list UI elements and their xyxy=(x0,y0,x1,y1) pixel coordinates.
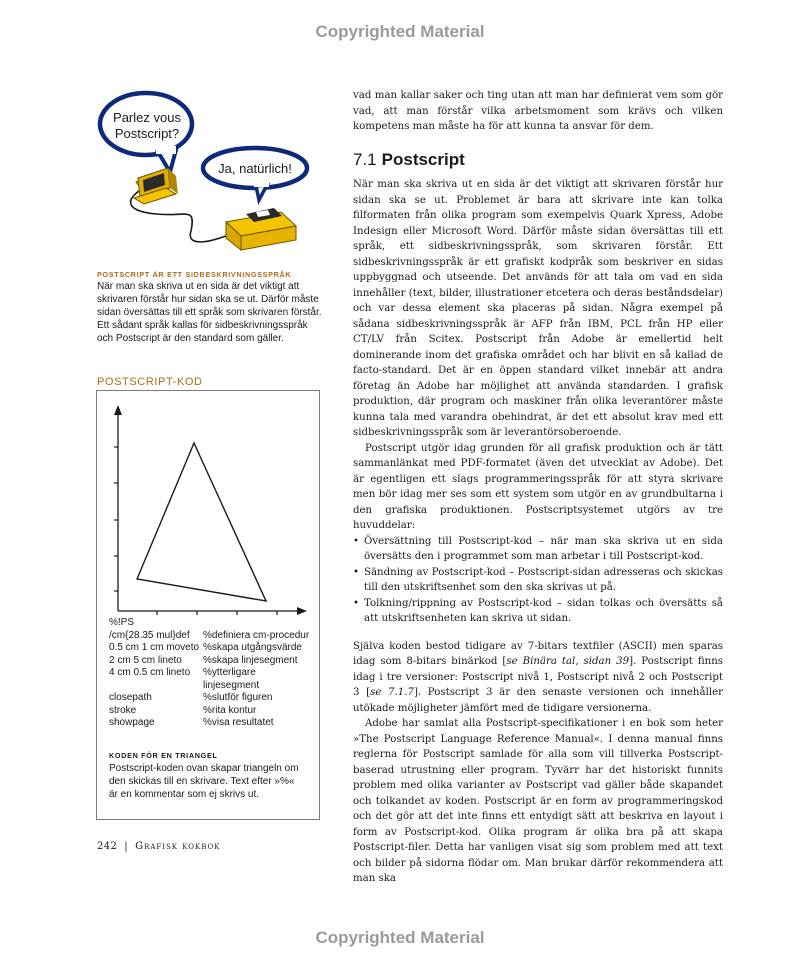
computer-printer-illustration xyxy=(96,86,320,261)
page-number: 242 xyxy=(97,841,118,852)
cross-reference: se 7.1.7 xyxy=(370,687,414,698)
code-row: stroke %rita kontur xyxy=(109,704,257,716)
caption-heading: POSTSCRIPT ÄR ETT SIDBESKRIVNINGSSPRÅK xyxy=(97,270,292,279)
caption-body xyxy=(97,280,325,345)
code-row: 0.5 cm 1 cm moveto %skapa utgångsvärde xyxy=(109,642,302,653)
body-paragraph: Själva koden bestod tidigare av 7-bitars textfiler (ASCII) men sparas idag som 8-bitars binärkod [se Binära tal, sidan 39]. Postscript finns idag i tre versioner: Postscript nivå 1, Postscript nivå 2 och Postscript 3 [se 7.1.7]. Postscript 3 är den senaste versionen och innehåller utökade möjligheter jämfört med de tidigare versionerna. xyxy=(353,640,723,714)
bullet-item: • Tolkning/rippning av Postscript-kod – sidan tolkas och översätts så att utskriftsenheten kan skriva ut sidan. xyxy=(353,596,723,627)
caption-line: sidan översättas till ett språk som skrivaren förstår. xyxy=(97,307,322,318)
section-heading xyxy=(353,149,723,169)
body-paragraph: Adobe har samlat alla Postscript-specifikationer i en bok som heter »The Postscript Language Reference Manual«. I denna manual finns reglerna för Postscript samlade för alla som vill tillverka Postscript-baserad utrustning eller program. Tyvärr har det historiskt funnits problem med olika varianter av Postscript vad gäller både skapandet och tolkandet av koden. Postscript är en form av programmeringskod och det gör att det inte finns ett entydigt sätt att beskriva en layout i form av Postscript-kod. Olika program är olika bra på att skapa Postscript-filer. Detta har vanligen visat sig som problem med att text och bilder på sidorna flödar om. Man brukar därför rekommendera att man ska xyxy=(353,718,723,884)
section-number: 7.1 xyxy=(353,149,377,169)
footer-separator: | xyxy=(124,841,129,852)
code-row: /cm{28.35 mul}def %definiera cm-procedur xyxy=(109,629,310,641)
body-paragraph: Postscript utgör idag grunden för all grafisk produktion och är tätt sammanlänkat med PDF-formatet (även det utvecklat av Adobe). Det är egentligen ett slags programmeringsspråk för att styra skrivare men bör idag mer ses som ett system som utgör en av grundbultarna i den grafiska produktionen. Postscriptsystemet utgörs av tre huvuddelar: xyxy=(353,442,723,531)
bubble-1-line-2: Postscript? xyxy=(114,126,180,141)
code-row: 2 cm 5 cm lineto %skapa linjesegment xyxy=(109,654,298,666)
illustration-caption xyxy=(97,270,325,345)
code-section-label: POSTSCRIPT-KOD xyxy=(97,376,203,388)
caption-line: är en kommentar som ej skrivs ut. xyxy=(109,789,260,800)
section-title: Postscript xyxy=(381,149,465,169)
main-text-column xyxy=(353,88,723,887)
caption-line: Postscript-koden ovan skapar triangeln om xyxy=(109,763,299,774)
page-footer xyxy=(97,841,220,852)
caption-line: och Postscript är den standard som gäller. xyxy=(97,333,284,344)
code-row: %!PS xyxy=(109,617,135,628)
book-title: Grafisk kokbok xyxy=(135,841,221,852)
bubble-1-line-1: Parlez vous xyxy=(113,110,181,125)
bullet-list xyxy=(353,534,723,627)
bullet-item: • Översättning till Postscript-kod – när man ska skriva ut en sida översätts den i programmet som man arbetar i till Postscript-kod. xyxy=(353,534,723,565)
intro-paragraph: vad man kallar saker och ting utan att man har definierat vem som gör vad, att man förstår vilka arbetsmoment som krävs och vilken kompetens man måste ha för att kunna ta ansvar för dem. xyxy=(353,90,723,132)
code-caption-body xyxy=(109,762,314,801)
code-row: 4 cm 0.5 cm lineto %ytterligare xyxy=(109,667,256,678)
code-caption xyxy=(109,751,314,801)
postscript-code xyxy=(109,617,319,730)
triangle xyxy=(137,443,266,601)
watermark-top: Copyrighted Material xyxy=(315,22,485,41)
printer-icon xyxy=(226,208,296,250)
watermark-bottom: Copyrighted Material xyxy=(315,928,485,947)
caption-line: skrivaren förstår hur sidan ska se ut. Därför måste xyxy=(97,294,319,305)
code-row: linjesegment xyxy=(203,679,260,691)
x-axis-arrow xyxy=(297,607,307,615)
code-box xyxy=(96,390,320,820)
caption-line: När man ska skriva ut en sida är det viktigt att xyxy=(97,281,300,292)
bullet-item: • Sändning av Postscript-kod – Postscript-sidan adresseras och skickas till den utskriftsenhet som den ska skrivas ut på. xyxy=(353,565,723,596)
triangle-diagram xyxy=(107,403,307,615)
code-caption-heading: KODEN FÖR EN TRIANGEL xyxy=(109,751,218,760)
cross-reference: se Binära tal, sidan 39 xyxy=(506,656,630,667)
bubble-2-text: Ja, natürlich! xyxy=(218,161,292,176)
body-paragraph: När man ska skriva ut en sida är det viktigt att skrivaren förstår hur sidan ska se ut. Problemet är bara att skrivare inte kan tolka filformaten från olika program som exempelvis Quark Xpress, Adobe Indesign eller Microsoft Word. Därför måste sidan översättas till ett språk, ett sidbeskrivningsspråk, som skrivaren förstår. Ett sidbeskrivningsspråk är ett grafiskt kodpråk som beskriver en sidas uppbyggnad och utseende. Det används för att tala om vad en sida innehåller (text, bilder, illustrationer etcetera och deras beståndsdelar) och var dessa element ska placeras på sidan. Några exempel på sådana sidbeskrivningsspråk är AFP från IBM, PCL från HP eller CT/LV från Scitex. Postscript från Adobe är emellertid helt dominerande inom det grafiska området och har blivit en så kallad de facto-standard. Det är en öppen standard vilket innebär att andra företag än Adobe har möjlighet att använda standarden. I grafisk produktion, där program och maskiner från olika leverantörer måste kunna tala med varandra obehindrat, är det ett absolut krav med ett sidbeskrivningsspråk som är leverantörsoberoende. xyxy=(353,179,723,438)
caption-line: Ett sådant språk kallas för sidbeskrivningsspråk xyxy=(97,320,308,331)
code-row: showpage %visa resultatet xyxy=(109,717,274,728)
code-row: closepath %slutför figuren xyxy=(109,692,273,703)
y-axis-arrow xyxy=(114,405,122,415)
caption-line: den skickas till en skrivare. Text efter »%« xyxy=(109,776,295,787)
computer-icon xyxy=(134,168,178,204)
